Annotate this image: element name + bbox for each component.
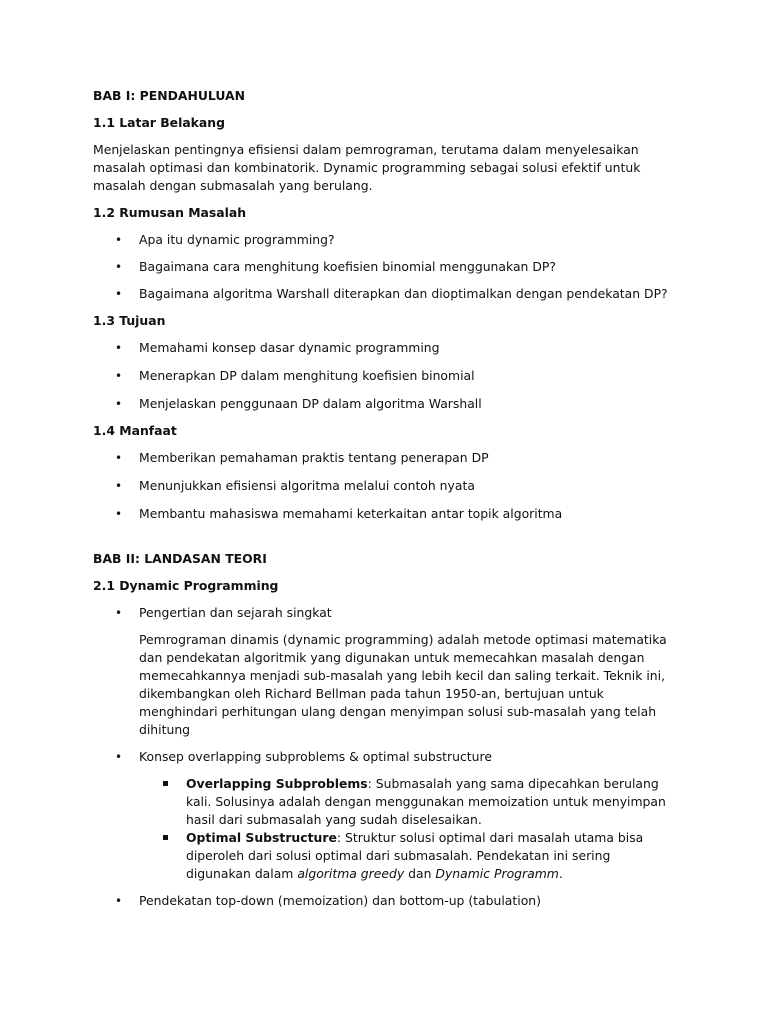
manfaat-list [93,449,673,523]
overlapping-definition: : Submasalah yang sama dipecahkan berulang kali. Solusinya adalah dengan menggunakan memoization untuk menyimpan hasil dari submasalah yang sudah diselesaikan. [186,776,666,827]
optimal-definition: : Struktur solusi optimal dari masalah utama bisa diperoleh dari solusi optimal dari submasalah. Pendekatan ini sering digunakan dalam [186,830,644,881]
list-item: • Bagaimana algoritma Warshall diterapkan dan dioptimalkan dengan pendekatan DP? [93,285,673,303]
list-item: • Menjelaskan penggunaan DP dalam algoritma Warshall [93,395,673,413]
list-item: • Menunjukkan efisiensi algoritma melalui contoh nyata [93,477,673,495]
list-item: • Bagaimana cara menghitung koefisien binomial menggunakan DP? [93,258,673,276]
bab1-title: BAB I: PENDAHULUAN [93,88,245,103]
term-optimal-substructure: Optimal Substructure [186,830,337,845]
bab2-title: BAB II: LANDASAN TEORI [93,551,267,566]
sentence-end: . [558,866,563,881]
dp-concepts-sublist [93,775,673,883]
list-item: • Membantu mahasiswa memahami keterkaitan antar topik algoritma [93,505,673,523]
dp-definition-paragraph: Pemrograman dinamis (dynamic programming) adalah metode optimasi matematika dan pendekatan algoritmik yang digunakan untuk memecahkan masalah dengan memecahkannya menjadi sub-masalah yang lebih kecil dan saling terkait. Teknik ini, dikembangkan oleh Richard Bellman pada tahun 1950-an, bertujuan untuk menghindari perhitungan ulang dengan menyimpan solusi sub-masalah yang telah dihitung [139,632,667,737]
term-overlapping-subproblems: Overlapping Subproblems [186,776,368,791]
section-1-1-paragraph: Menjelaskan pentingnya efisiensi dalam pemrograman, terutama dalam menyelesaikan masalah optimasi dan kombinatorik. Dynamic programming sebagai solusi efektif untuk masalah dengan submasalah yang berulang. [93,142,641,193]
conjunction-dan: dan [404,866,436,881]
section-1-2-heading: 1.2 Rumusan Masalah [93,205,247,220]
section-1-3-heading: 1.3 Tujuan [93,313,166,328]
section-2-1-heading: 2.1 Dynamic Programming [93,578,279,593]
section-1-4-heading: 1.4 Manfaat [93,423,177,438]
section-1-1-heading: 1.1 Latar Belakang [93,115,225,130]
sub-list-item-optimal [93,829,673,883]
dynamic-programming-list-2 [93,748,673,766]
list-item: • Apa itu dynamic programming? [93,231,673,249]
list-item: • Pengertian dan sejarah singkat [93,604,673,622]
list-item: • Pendekatan top-down (memoization) dan bottom-up (tabulation) [93,892,673,910]
emphasis-dynamic-programm: Dynamic Programm [435,866,559,881]
sub-list-item-overlapping [93,775,673,829]
tujuan-list [93,339,673,413]
list-item: • Memberikan pemahaman praktis tentang penerapan DP [93,449,673,467]
list-item: • Memahami konsep dasar dynamic programming [93,339,673,357]
dynamic-programming-list [93,604,673,622]
list-item: • Menerapkan DP dalam menghitung koefisien binomial [93,367,673,385]
rumusan-masalah-list [93,231,673,303]
dynamic-programming-list-3 [93,892,673,910]
emphasis-algoritma-greedy: algoritma greedy [297,866,405,881]
list-item: • Konsep overlapping subproblems & optimal substructure [93,748,673,766]
document-content [93,87,673,910]
